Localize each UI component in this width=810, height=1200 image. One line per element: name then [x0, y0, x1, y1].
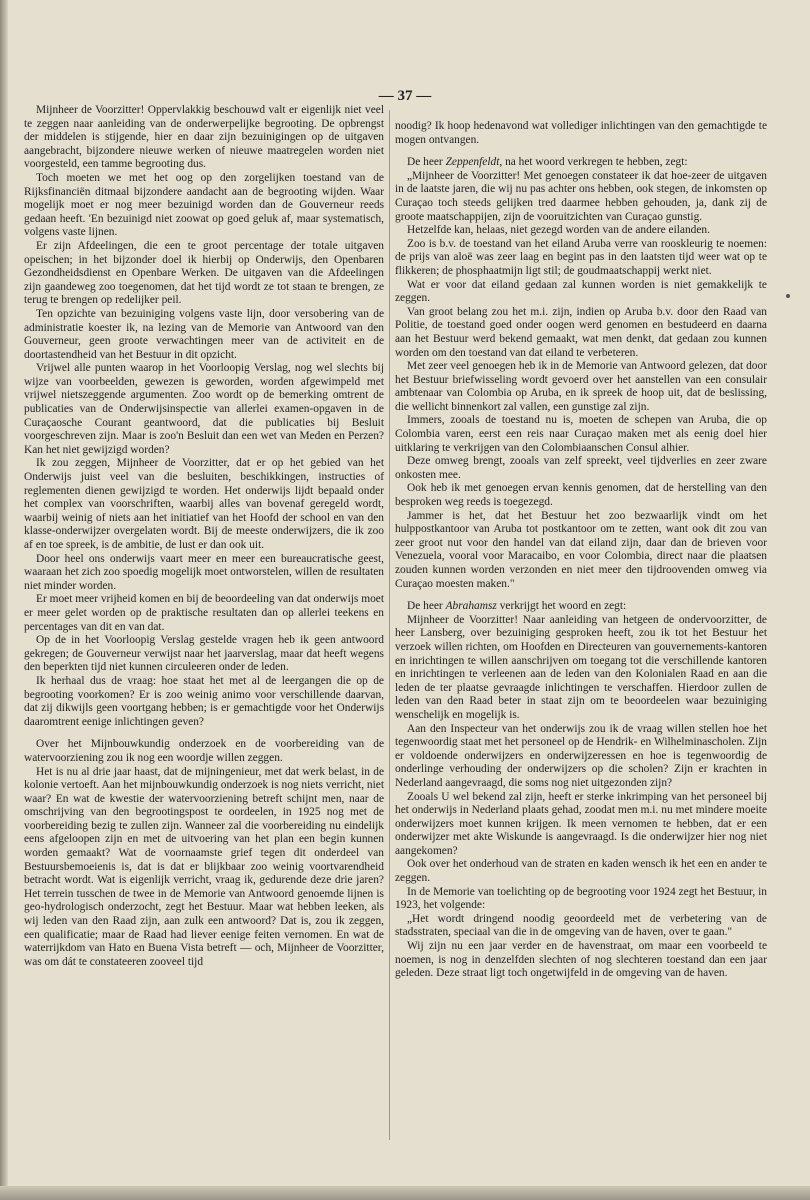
- speaker-suffix: na het woord verkregen te hebben, zegt:: [502, 156, 688, 169]
- speaker-suffix: verkrijgt het woord en zegt:: [496, 600, 627, 613]
- paragraph-continuation: noodig? Ik hoop hedenavond wat vollediger inlichtingen van den gemachtigde te mogen ontvangen.: [395, 120, 767, 146]
- column-divider: [389, 110, 390, 1140]
- left-column: [24, 104, 384, 969]
- paragraph: Door heel ons onderwijs vaart meer en meer een bureaucratische geest, waaraan het zich zoo spoedig mogelijk moet ontworstelen, willen de resultaten niet minder worden.: [24, 552, 384, 592]
- paragraph: Ook heb ik met genoegen ervan kennis genomen, dat de herstelling van den besproken weg reeds is toegezegd.: [395, 482, 767, 509]
- paragraph: Het is nu al drie jaar haast, dat de mijningenieur, met dat werk belast, in de kolonie vertoeft. Aan het mijnbouwkundig onderzoek is nog niets verricht, niet waar? En wat de kwestie der watervoorziening betreft schijnt men, naar de omschrijving van den begrootingspost te oordeelen, in 1925 nog met de voorbereiding bezig te zullen zijn. Wanneer zal die voorbereiding nu eindelijk eens afgeloopen zijn en met de uitvoering van het plan een begin kunnen worden gemaakt? Wat de voornaamste grief tegen dit onderdeel van Bestuursbemoeienis is, dat is dat er blijkbaar zoo weinig voortvarendheid betracht wordt. Wat is eigenlijk verricht, vraag ik, gedurende deze drie jaren? Het terrein tusschen de twee in de Memorie van Antwoord genoemde lijnen is geo-hydrologisch onderzocht, zegt het Bestuur. Maar wat hebben leeken, als wij leden van den Raad zijn, aan zulk een antwoord? Dat is, zou ik zeggen, een qualificatie; maar de Raad had liever eenige feiten vernomen. En wat de waterrijkdom van Hato en Buena Vista betreft — och, Mijnheer de Voorzitter, was om dát te constateeren zooveel tijd: [24, 765, 384, 968]
- paragraph: Ik herhaal dus de vraag: hoe staat het met al de leergangen die op de begrooting voorkomen? Er is zoo weinig animo voor verschillende daarvan, dat zij dikwijls geen voortgang hebben; is er gemachtigde voor het Onderwijs daaromtrent eenige inlichtingen geven?: [24, 674, 384, 728]
- paragraph: Mijnheer de Voorzitter! Oppervlakkig beschouwd valt er eigenlijk niet veel te zeggen naar aanleiding van de onderwerpelijke begrooting. De opbrengst der middelen is stijgende, hier en daar zijn bezuinigingen op de uitgaven aangebracht, bijzondere nieuwe werken of nieuwe maatregelen worden niet voorgesteld, een tamme begrooting dus.: [24, 104, 384, 171]
- paragraph: Toch moeten we met het oog op den zorgelijken toestand van de Rijksfinanciën ditmaal bijzondere aandacht aan de begrooting wijden. Waar mogelijk moet er nog meer bezuinigd worden dan de Gouverneur reeds gedaan heeft. 'En bezuinigd niet zoowat op goed geluk af, maar systematisch, volgens vaste lijnen.: [24, 171, 384, 239]
- paragraph: Deze omweg brengt, zooals van zelf spreekt, veel tijdverlies en zeer zware onkosten mee.: [395, 455, 767, 481]
- paragraph: „Het wordt dringend noodig geoordeeld met de verbetering van de stadsstraten, speciaal van die in de omgeving van de haven, over te gaan.": [395, 912, 767, 939]
- page-binding-edge: [0, 0, 8, 1200]
- page-number: — 37 —: [378, 88, 432, 104]
- punch-mark: [786, 294, 790, 298]
- speaker-name: Zeppenfeldt,: [445, 156, 503, 169]
- paragraph: In de Memorie van toelichting op de begrooting voor 1924 zegt het Bestuur, in 1923, het volgende:: [395, 885, 767, 912]
- paragraph: Ik zou zeggen, Mijnheer de Voorzitter, dat er op het gebied van het Onderwijs juist veel van die besluiten, beschikkingen, instructies of reglementen dienen gewijzigd te worden. Het onderwijs lijdt bepaald onder het complex van voorschriften, waarbij alles van bovenaf geregeld wordt, waarbij weinig of niets aan het initiatief van het Hoofd der school en van den klasse-onderwijzer overgelaten wordt. Bij de meeste onderwijzers, die ik zoo af en toe spreek, is de ambitie, de lust er dan ook uit.: [24, 457, 384, 551]
- paragraph: Er moet meer vrijheid komen en bij de beoordeeling van dat onderwijs moet er meer gelet worden op de praktische resultaten dan op allerlei teekens en percentages van dit en van dat.: [24, 593, 384, 633]
- paragraph: Zoo is b.v. de toestand van het eiland Aruba verre van rooskleurig te noemen: de prijs van aloë was zeer laag en begint pas in den laatsten tijd weer wat op te flikkeren; de phosphaatmijn ligt stil; de goudmaatschappij werkt niet.: [395, 237, 767, 277]
- paragraph: Jammer is het, dat het Bestuur het zoo bezwaarlijk vindt om het hulppostkantoor van Aruba tot postkantoor om te zetten, want ook dit zou van zeer groot nut voor den handel van dat eiland zijn, daar dan de brieven voor Venezuela, vooral voor Maracaibo, en voor Colombia, direct naar die plaatsen zouden kunnen worden verzonden en niet meer den tijdroovenden omweg via Curaçao moesten maken.": [395, 509, 767, 590]
- paragraph: Hetzelfde kan, helaas, niet gezegd worden van de andere eilanden.: [407, 224, 710, 237]
- speaker-line-abrahamsz: [395, 600, 767, 614]
- page-bottom-edge: [0, 1186, 810, 1200]
- paragraph: Ten opzichte van bezuiniging volgens vaste lijn, door versobering van de administratie koester ik, na lezing van de Memorie van Antwoord van den Gouverneur, geen groote verwachtingen meer van de activiteit en de doortastendheid van het Bestuur in dit opzicht.: [24, 307, 384, 361]
- paragraph: Immers, zooals de toestand nu is, moeten de schepen van Aruba, die op Colombia varen, eerst een reis naar Curaçao maken met als eenig doel hier uitklaring te verkrijgen van den Colombiaanschen Consul alhier.: [395, 414, 767, 454]
- paragraph: Ook over het onderhoud van de straten en kaden wensch ik het een en ander te zeggen.: [395, 858, 767, 885]
- paragraph: „Mijnheer de Voorzitter! Met genoegen constateer ik dat hoe-zeer de uitgaven in de laatste jaren, die wij nu pas achter ons hebben, ook stegen, de inkomsten op Curaçao toch steeds gelijken tred daarmee hebben gehouden, ja, dank zij de groote maatschappijen, zijn de vooruitzichten van Curaçao gunstig.: [395, 169, 767, 223]
- right-column: [395, 120, 767, 981]
- paragraph: Van groot belang zou het m.i. zijn, indien op Aruba b.v. door den Raad van Politie, de toestand goed onder oogen werd genomen en bestudeerd en daarna aan het Bestuur werd bekend gemaakt, wat men denkt, dat gedaan zou kunnen worden om den toestand van dat eiland te verbeteren.: [395, 305, 767, 359]
- paragraph: Zooals U wel bekend zal zijn, heeft er sterke inkrimping van het personeel bij het onderwijs in Nederland plaats gehad, zoodat men m.i. nu met mindere moeite onderwijzers moet kunnen krijgen. Ik meen vernomen te hebben, dat er een onderwijzer met akte Wiskunde is aangevraagd. Is die onderwijzer hier nog niet aangekomen?: [395, 790, 767, 857]
- paragraph: Wij zijn nu een jaar verder en de havenstraat, om maar een voorbeeld te noemen, is nog in denzelfden slechten of nog slechteren toestand dan een jaar geleden. Deze straat ligt toch ongetwijfeld in de omgeving van de haven.: [395, 940, 767, 980]
- speaker-prefix: De heer: [407, 600, 446, 613]
- paragraph: Er zijn Afdeelingen, die een te groot percentage der totale uitgaven opeischen; in het bijzonder doel ik hierbij op Onderwijs, den Openbaren Gezondheidsdienst en Openbare Werken. De uitgaven van die Afdeelingen zijn gaandeweg zoo toegenomen, dat het tijd wordt ze tot staan te brengen, ze terug te brengen op redelijker peil.: [24, 239, 384, 307]
- paragraph: Mijnheer de Voorzitter! Naar aanleiding van hetgeen de ondervoorzitter, de heer Lansberg, over bezuiniging gesproken heeft, zou ik tot het Bestuur het verzoek willen richten, om Hoofden en Directeuren van gouvernements-kantoren en inrichtingen te willen aanschrijven om toegang tot die verschillende kantoren en inrichtingen te verleenen aan de leden van den Kolonialen Raad en aan die leden de ter plaatse gevraagde inlichtingen te verschaffen. Hierdoor zullen de leden van den Raad beter in staat zijn om te beoordeelen waar bezuiniging wenschelijk en mogelijk is.: [395, 613, 767, 721]
- paragraph: Aan den Inspecteur van het onderwijs zou ik de vraag willen stellen hoe het tegenwoordig staat met het personeel op de Hendrik- en Wilhelminascholen. Zijn er voldoende onderwijzers en onderwijzeressen en hoe is tegenwoordig de onderlinge verhouding der onderwijzers op die scholen? Zijn er krachten in Nederland aangevraagd, die soms nog niet uitgezonden zijn?: [395, 722, 767, 789]
- speaker-prefix: De heer: [407, 156, 446, 169]
- paragraph: Over het Mijnbouwkundig onderzoek en de voorbereiding van de watervoorziening zou ik nog een woordje willen zeggen.: [24, 738, 384, 764]
- paragraph: Wat er voor dat eiland gedaan zal kunnen worden is niet gemakkelijk te zeggen.: [395, 278, 767, 305]
- speaker-name: Abrahamsz: [445, 600, 497, 613]
- paragraph: Vrijwel alle punten waarop in het Voorloopig Verslag, nog wel slechts bij wijze van voorbeelden, gewezen is geworden, worden afgewimpeld met vrijwel nietszeggende argumenten. Zoo wordt op de bemerking omtrent de publicaties van de Onderwijsinspectie van allerlei examen-opgaven in de Curaçaosche Courant geantwoord, dat die publicaties bij Besluit voorgeschreven zijn. Maar is zoo'n Besluit dan een wet van Meden en Perzen? Kan het niet gewijzigd worden?: [24, 362, 384, 456]
- paragraph: Met zeer veel genoegen heb ik in de Memorie van Antwoord gelezen, dat door het Bestuur briefwisseling wordt gevoerd over het aanstellen van een consulair ambtenaar van Colombia op Aruba, en ik spreek de hoop uit, dat de beslissing, die wellicht binnenkort zal vallen, een gunstige zal zijn.: [395, 360, 767, 413]
- speaker-line-zeppenfeldt: [395, 156, 767, 170]
- paragraph: Op de in het Voorloopig Verslag gestelde vragen heb ik geen antwoord gekregen; de Gouverneur verwijst naar het jaarverslag, maar dat heeft wegens den beperkten tijd niet kunnen circuleeren onder de leden.: [24, 634, 384, 674]
